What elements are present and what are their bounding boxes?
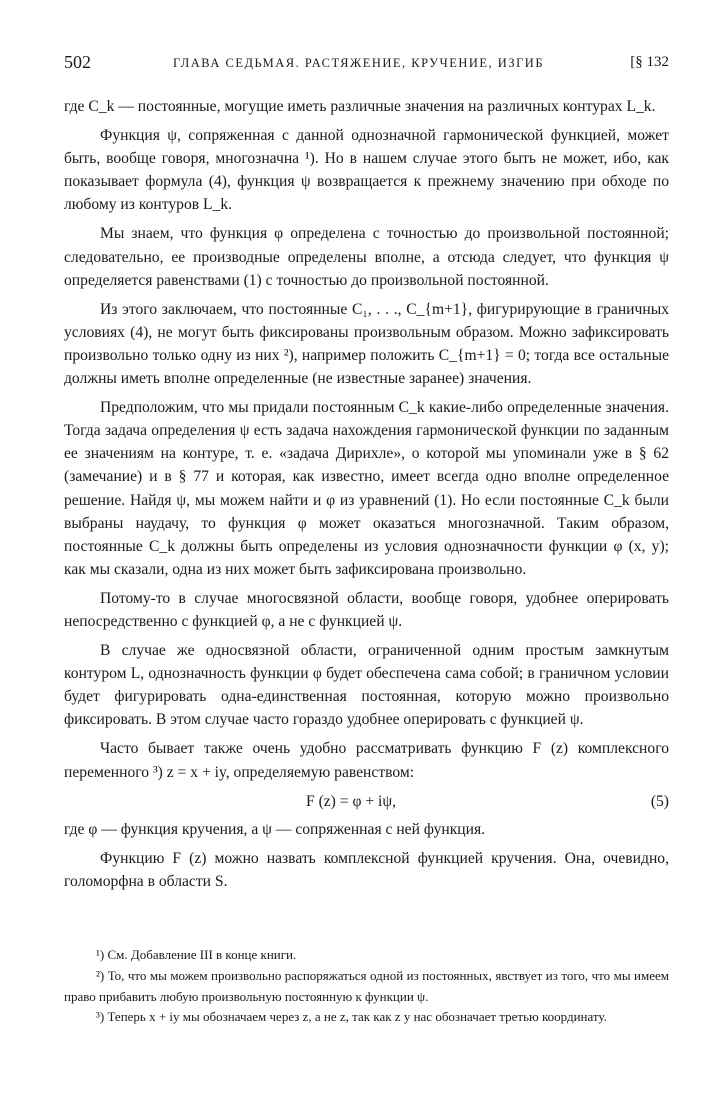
paragraph: Функцию F (z) можно назвать комплексной функцией кручения. Она, очевидно, голоморфна в области S. [64, 849, 669, 890]
paragraph: где φ — функция кручения, а ψ — сопряженная с ней функция. [64, 820, 486, 838]
chapter-title: ГЛАВА СЕДЬМАЯ. РАСТЯЖЕНИЕ, КРУЧЕНИЕ, ИЗГИБ [173, 56, 545, 70]
footnote: ²) То, что мы можем произвольно распоряжаться одной из постоянных, явствует из того, что мы имеем право прибавить любую произвольную постоянную к функции ψ. [64, 967, 669, 1004]
footnotes [64, 945, 669, 1028]
paragraph: Функция ψ, сопряженная с данной однозначной гармонической функцией, может быть, вообще говоря, многозначна ¹). Но в нашем случае этого быть не может, ибо, как показывает формула (4), функция ψ возвращается к прежнему значению при обходе по любому из контуров L_k. [64, 127, 669, 214]
page-number: 502 [64, 52, 91, 72]
paragraph: Часто бывает также очень удобно рассматривать функцию F (z) комплексного переменного ³) z = x + iy, определяемую равенством: [64, 740, 669, 781]
paragraph: Из этого заключаем, что постоянные C₁, . . ., C_{m+1}, фигурирующие в граничных условиях (4), не могут быть фиксированы произвольным образом. Можно зафиксировать произвольно только одну из них ²), например положить C_{m+1} = 0; тогда все остальные должны иметь вполне определенные (не известные заранее) значения. [64, 300, 669, 388]
equation-5 [64, 790, 669, 816]
paragraph: где C_k — постоянные, могущие иметь различные значения на различных контурах L_k. [64, 98, 656, 115]
paragraph: В случае же односвязной области, ограниченной одним простым замкнутым контуром L, однозначность функции φ будет обеспечена сама собой; в граничном условии будет фигурировать одна-единственная постоянная, которую можно произвольно фиксировать. В этом случае часто гораздо удобнее оперировать с функцией ψ. [64, 642, 669, 729]
paragraph: Мы знаем, что функция φ определена с точностью до произвольной постоянной; следовательно, ее производные определены вполне, а отсюда следует, что функция ψ определяется равенствами (1) с точностью до произвольной постоянной. [64, 225, 669, 289]
paragraph: Предположим, что мы придали постоянным C_k какие-либо определенные значения. Тогда задача определения ψ есть задача нахождения гармонической функции по заданным ее значениям на контуре, т. е. «задача Дирихле», о которой мы упоминали уже в § 62 (замечание) и в § 77 и которая, как известно, имеет всегда одно вполне определенное решение. Найдя ψ, мы можем найти и φ из уравнений (1). Но если постоянные C_k были выбраны наудачу, то функция φ может оказаться многозначной. Таким образом, постоянные C_k должны быть определены из условия однозначности функции φ (x, y); как мы сказали, одна из них может быть зафиксирована произвольно. [64, 399, 669, 578]
equation-expression: F (z) = φ + iψ, [306, 792, 397, 810]
footnote: ³) Теперь x + iy мы обозначаем через z, а не z, так как z у нас обозначает третью координату. [96, 1009, 607, 1025]
section-number: [§ 132 [630, 54, 669, 70]
paragraph: Потому-то в случае многосвязной области, вообще говоря, удобнее оперировать непосредственно с функцией φ, а не с функцией ψ. [64, 589, 669, 630]
running-header [64, 52, 669, 76]
footnote: ¹) См. Добавление III в конце книги. [96, 947, 297, 962]
equation-number: (5) [650, 792, 669, 810]
main-text [64, 95, 669, 899]
